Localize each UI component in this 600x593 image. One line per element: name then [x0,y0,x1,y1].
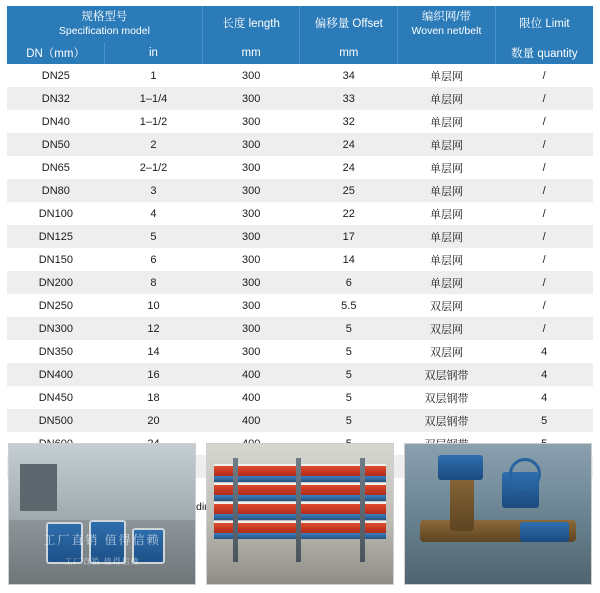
cell-in: 6 [105,248,203,271]
cell-offset: 5 [300,409,398,432]
cell-offset: 33 [300,87,398,110]
cell-in: 1–1/4 [105,87,203,110]
header-length: 长度 length [202,6,300,42]
subheader-offset-mm: mm [300,42,398,64]
cell-net: 双层钢带 [398,363,496,386]
table-body [7,64,593,478]
header-limit: 限位 Limit [495,6,593,42]
cell-length: 300 [202,317,300,340]
cell-in: 14 [105,340,203,363]
cell-limit: / [495,202,593,225]
cell-offset: 25 [300,179,398,202]
cell-net: 单层网 [398,202,496,225]
cell-dn: DN150 [7,248,105,271]
cell-offset: 5.5 [300,294,398,317]
table-row [7,225,593,248]
photo-factory-joints [8,443,196,585]
cell-dn: DN65 [7,156,105,179]
cell-dn: DN32 [7,87,105,110]
cell-limit: / [495,225,593,248]
photo-watermark-main: 工厂直销 值得信赖 [43,532,161,547]
cell-in: 5 [105,225,203,248]
table-row [7,271,593,294]
cell-length: 300 [202,248,300,271]
table-head [7,6,593,64]
cell-in: 2–1/2 [105,156,203,179]
cell-dn: DN80 [7,179,105,202]
cell-offset: 34 [300,64,398,87]
subheader-length-mm: mm [202,42,300,64]
cell-length: 300 [202,64,300,87]
photo-rack-post [296,458,301,562]
cell-in: 1 [105,64,203,87]
cell-length: 400 [202,386,300,409]
table-row [7,317,593,340]
cell-offset: 5 [300,386,398,409]
photo-door [20,464,57,512]
cell-length: 400 [202,409,300,432]
cell-length: 300 [202,87,300,110]
photo-pipe-installation [404,443,592,585]
cell-dn: DN400 [7,363,105,386]
cell-limit: / [495,133,593,156]
cell-in: 10 [105,294,203,317]
photo-rack-post [233,458,238,562]
table-row [7,409,593,432]
cell-limit: 4 [495,363,593,386]
cell-dn: DN200 [7,271,105,294]
cell-in: 4 [105,202,203,225]
cell-net: 双层网 [398,294,496,317]
subheader-quantity: 数量 quantity [495,42,593,64]
cell-in: 16 [105,363,203,386]
cell-net: 单层网 [398,271,496,294]
cell-limit: 4 [495,340,593,363]
table-row [7,87,593,110]
table-row [7,156,593,179]
cell-offset: 5 [300,317,398,340]
cell-length: 400 [202,363,300,386]
cell-in: 3 [105,179,203,202]
cell-net: 单层网 [398,179,496,202]
cell-length: 300 [202,340,300,363]
cell-limit: 5 [495,409,593,432]
table-row [7,294,593,317]
photo-watermark-sub: 工厂直销 值得信赖 [64,557,140,566]
photo-valve [520,522,568,542]
table-header-row-sub [7,42,593,64]
table-row [7,386,593,409]
cell-limit: / [495,87,593,110]
table-row [7,248,593,271]
table-row [7,64,593,87]
cell-dn: DN125 [7,225,105,248]
cell-dn: DN50 [7,133,105,156]
cell-net: 单层网 [398,248,496,271]
cell-dn: DN40 [7,110,105,133]
cell-length: 300 [202,294,300,317]
header-offset: 偏移量 Offset [300,6,398,42]
table-row [7,133,593,156]
photo-handwheel [509,458,541,490]
table-row [7,340,593,363]
cell-net: 双层钢带 [398,386,496,409]
cell-net: 单层网 [398,64,496,87]
cell-length: 300 [202,271,300,294]
table-row [7,179,593,202]
cell-limit: / [495,248,593,271]
cell-offset: 24 [300,156,398,179]
cell-dn: DN25 [7,64,105,87]
cell-net: 双层钢带 [398,409,496,432]
subheader-net-blank [398,42,496,64]
header-woven-net-belt: 编织网/带 Woven net/belt [398,6,496,42]
footnote-en: medium [181,501,219,514]
photo-gallery [8,443,592,585]
photo-valve [438,455,483,480]
cell-limit: / [495,64,593,87]
table-header-row-main [7,6,593,42]
cell-net: 单层网 [398,133,496,156]
cell-length: 300 [202,179,300,202]
cell-dn: DN100 [7,202,105,225]
cell-net: 双层网 [398,317,496,340]
cell-limit: / [495,294,593,317]
cell-offset: 22 [300,202,398,225]
cell-in: 8 [105,271,203,294]
header-specification-model: 规格型号 Specification model [7,6,202,42]
cell-limit: / [495,179,593,202]
cell-offset: 14 [300,248,398,271]
cell-net: 单层网 [398,225,496,248]
cell-dn: DN500 [7,409,105,432]
subheader-in: in [105,42,203,64]
specification-table [7,6,593,478]
cell-net: 单层网 [398,110,496,133]
table-row [7,363,593,386]
cell-dn: DN300 [7,317,105,340]
cell-length: 300 [202,156,300,179]
cell-limit: / [495,317,593,340]
cell-offset: 6 [300,271,398,294]
cell-offset: 24 [300,133,398,156]
cell-dn: DN450 [7,386,105,409]
cell-length: 300 [202,133,300,156]
cell-limit: / [495,271,593,294]
cell-limit: / [495,110,593,133]
photo-rack-post [360,458,365,562]
spec-sheet [0,6,600,593]
cell-offset: 32 [300,110,398,133]
subheader-dn-mm: DN（mm） [7,42,105,64]
cell-in: 12 [105,317,203,340]
cell-dn: DN350 [7,340,105,363]
photo-rubber-joint-rack [206,443,394,585]
cell-length: 300 [202,202,300,225]
cell-net: 单层网 [398,156,496,179]
cell-in: 1–1/2 [105,110,203,133]
cell-limit: / [495,156,593,179]
cell-offset: 17 [300,225,398,248]
cell-offset: 5 [300,340,398,363]
cell-dn: DN250 [7,294,105,317]
cell-in: 2 [105,133,203,156]
cell-net: 双层网 [398,340,496,363]
table-row [7,110,593,133]
cell-limit: 4 [495,386,593,409]
cell-net: 单层网 [398,87,496,110]
cell-length: 300 [202,110,300,133]
cell-in: 20 [105,409,203,432]
cell-offset: 5 [300,363,398,386]
table-row [7,202,593,225]
cell-length: 300 [202,225,300,248]
cell-in: 18 [105,386,203,409]
